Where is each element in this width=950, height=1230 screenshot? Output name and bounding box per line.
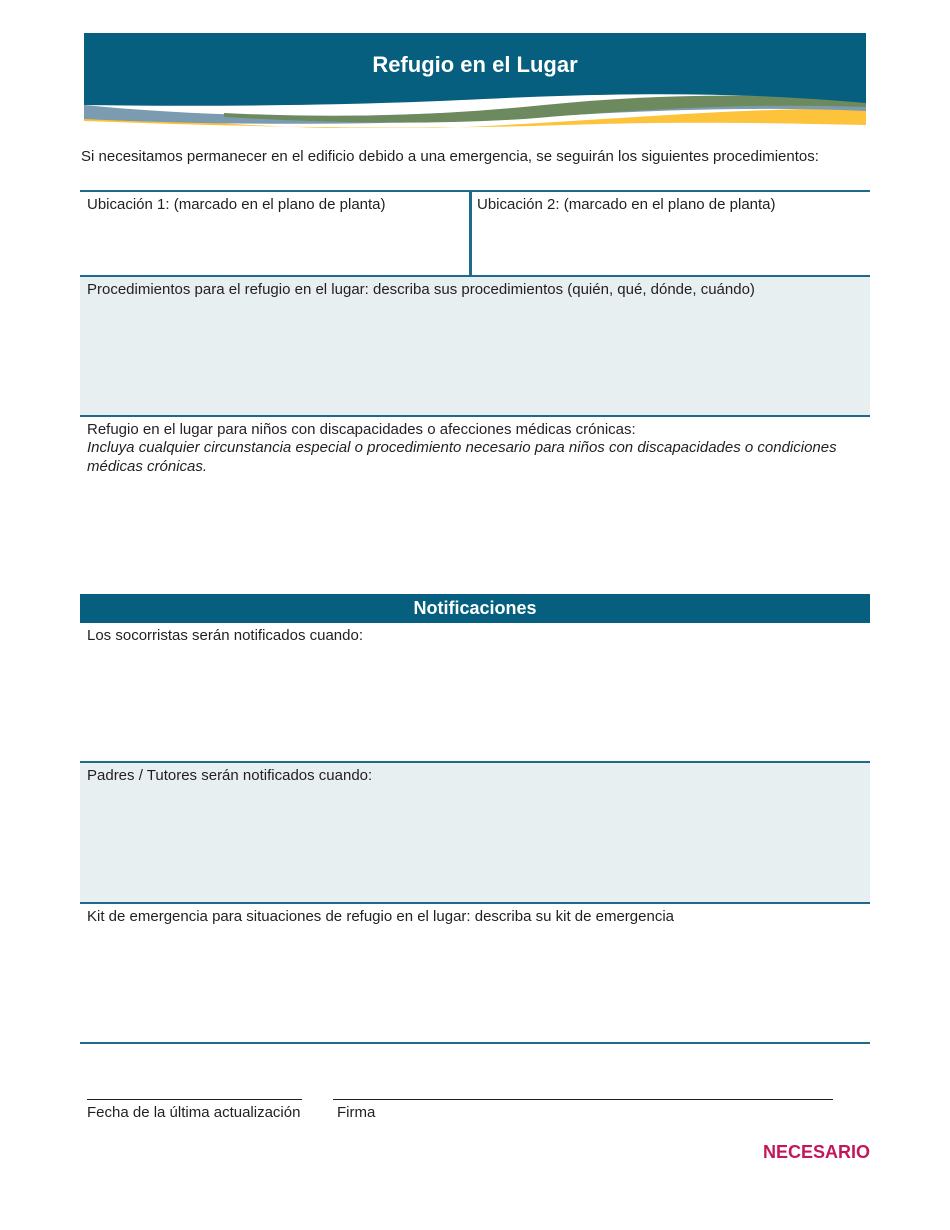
responders-field[interactable]: [80, 646, 870, 758]
kit-label: Kit de emergencia para situaciones de refugio en el lugar: describa su kit de emergencia: [87, 908, 675, 925]
responders-label: Los socorristas serán notificados cuando:: [87, 627, 363, 644]
divider: [80, 761, 870, 763]
location-2-label: Ubicación 2: (marcado en el plano de planta): [477, 196, 776, 213]
divider: [80, 1042, 870, 1044]
signature-label: Firma: [337, 1104, 376, 1121]
kit-field[interactable]: [80, 928, 870, 1038]
column-divider: [469, 191, 472, 276]
required-badge: NECESARIO: [762, 1142, 870, 1162]
special-needs-label: Refugio en el lugar para niños con discapacidades o afecciones médicas crónicas:: [87, 421, 636, 438]
special-needs-field[interactable]: [80, 480, 870, 590]
notifications-header: Notificaciones: [80, 594, 870, 623]
date-line[interactable]: [87, 1099, 302, 1100]
divider: [80, 415, 870, 417]
intro-text: Si necesitamos permanecer en el edificio debido a una emergencia, se seguirán los siguientes procedimientos:: [81, 148, 819, 165]
procedures-label: Procedimientos para el refugio en el lugar: describa sus procedimientos (quién, qué, dónde, cuándo): [87, 281, 755, 298]
divider: [80, 190, 870, 192]
parents-label: Padres / Tutores serán notificados cuando:: [87, 767, 373, 784]
signature-line[interactable]: [333, 1099, 833, 1100]
divider: [80, 902, 870, 904]
date-label: Fecha de la última actualización: [87, 1104, 301, 1121]
header-banner: [84, 33, 866, 128]
special-needs-instructions: Incluya cualquier circunstancia especial o procedimiento necesario para niños con discapacidades o condiciones médicas crónicas.: [87, 439, 837, 475]
page-title: Refugio en el Lugar: [372, 52, 578, 77]
location-1-label: Ubicación 1: (marcado en el plano de planta): [87, 196, 386, 213]
location-1-field[interactable]: [80, 215, 468, 273]
divider: [80, 275, 870, 277]
banner-wave-graphic: [84, 33, 866, 128]
location-2-field[interactable]: [473, 215, 869, 273]
